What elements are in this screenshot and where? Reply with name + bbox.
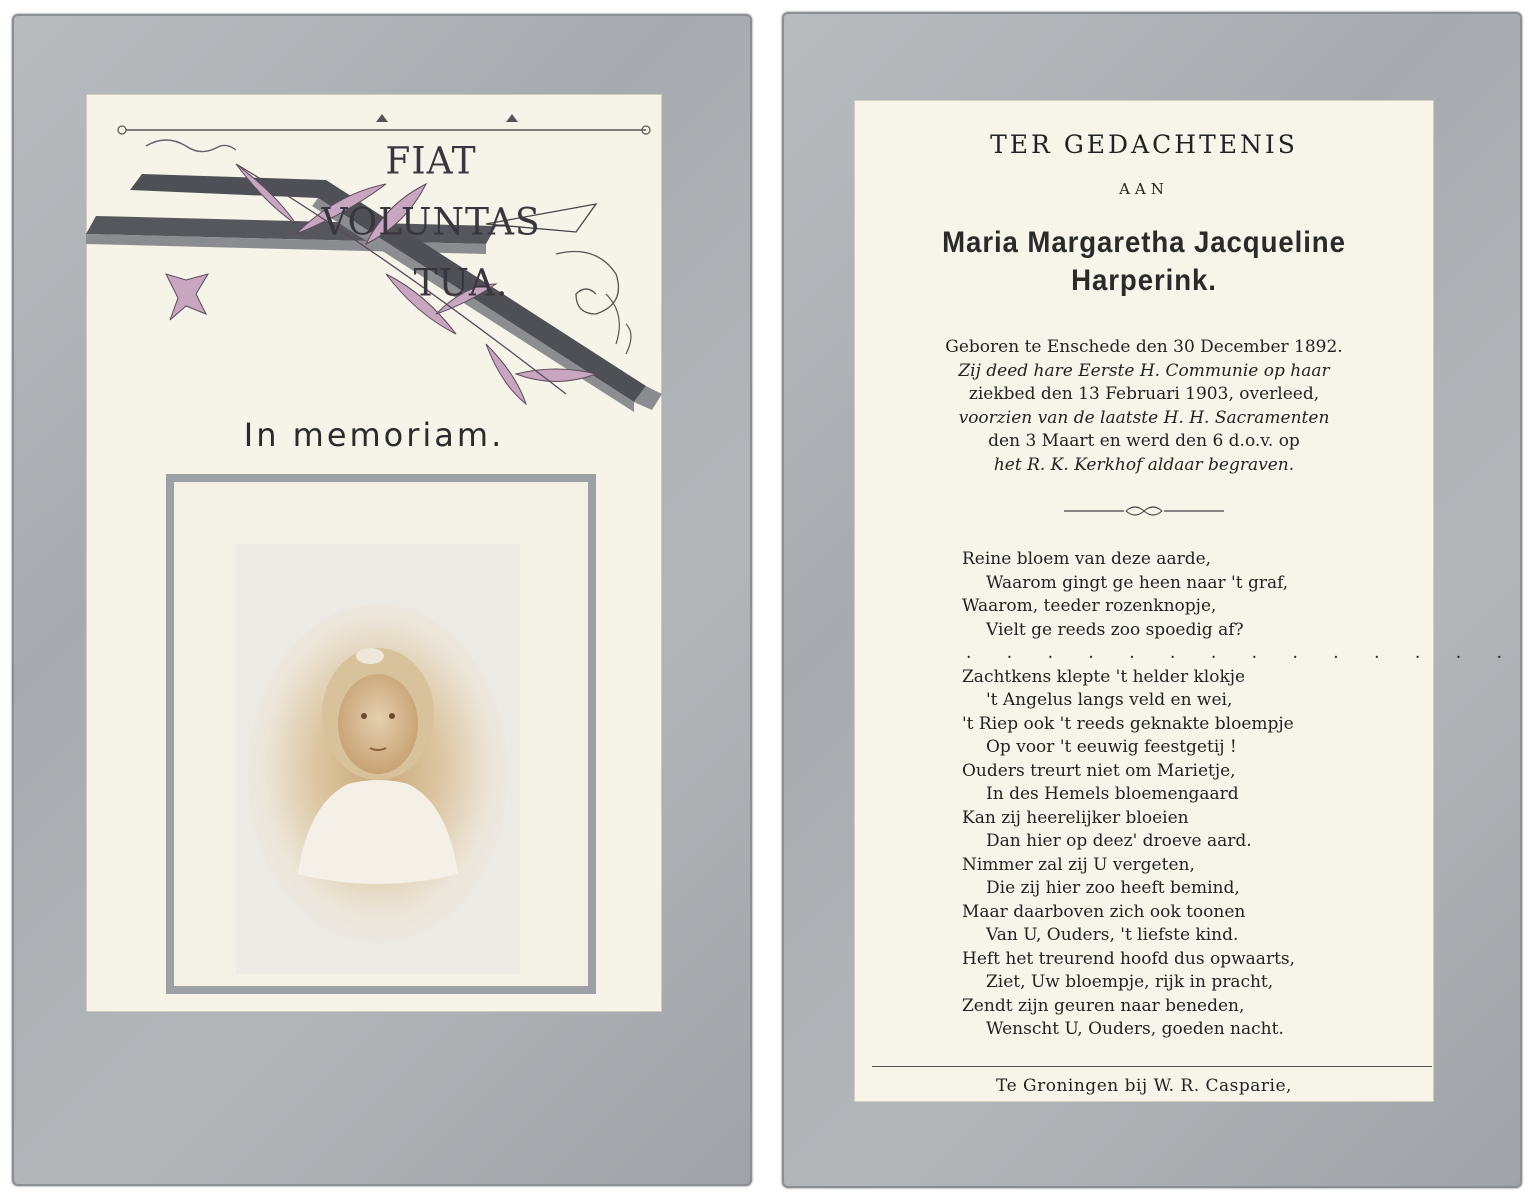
bio-line: ziekbed den 13 Februari 1903, overleed,: [968, 384, 1320, 404]
poem-line: Ouders treurt niet om Marietje,: [962, 760, 1236, 781]
poem-line: Waarom, teeder rozenknopje,: [962, 596, 1217, 616]
bio-line: Geboren te Enschede den 30 December 1892.: [945, 337, 1343, 357]
card-back-face: [854, 100, 1517, 1102]
name-line-2: Harperink.: [1071, 264, 1217, 297]
poem-line: Dan hier op deez' droeve aard.: [986, 831, 1252, 851]
poem-line: Van U, Ouders, 't liefste kind.: [986, 925, 1239, 945]
poem-line: Kan zij heerelijker bloeien: [962, 807, 1189, 828]
footer-rule: [872, 1066, 1432, 1067]
bio-line: voorzien van de laatste H. H. Sacramenten: [958, 407, 1330, 428]
memorial-subtitle: AAN: [1119, 180, 1169, 198]
motto-line-1: FIAT VOLUNTAS: [321, 140, 541, 244]
memorial-card-front: [12, 14, 752, 1186]
poem-line: Nimmer zal zij U vergeten,: [962, 854, 1195, 875]
motto: [281, 132, 581, 315]
printer-credit: Te Groningen bij W. R. Casparie,: [996, 1076, 1292, 1096]
poem-ellipsis: . . . . . . . . . . . . . .: [966, 643, 1517, 663]
poem-line: Die zij hier zoo heeft bemind,: [986, 878, 1240, 898]
motto-line-2: TUA.: [413, 261, 509, 305]
card-front-face: [86, 94, 662, 1012]
poem-line: Zendt zijn geuren naar beneden,: [962, 995, 1245, 1016]
portrait-girl-illustration: [236, 544, 520, 974]
portrait-photo: [236, 544, 520, 974]
poem-line: Vielt ge reeds zoo spoedig af?: [986, 619, 1244, 640]
poem-line: Reine bloem van deze aarde,: [962, 549, 1212, 569]
name-line-1: Maria Margaretha Jacqueline: [942, 226, 1346, 259]
bio-line: Zij deed hare Eerste H. Communie op haar: [958, 360, 1330, 381]
in-memoriam-heading: In memoriam.: [243, 416, 505, 454]
poem-line: Waarom gingt ge heen naar 't graf,: [986, 572, 1289, 593]
poem-line: 't Angelus langs veld en wei,: [986, 690, 1233, 710]
memorial-card-back: [782, 12, 1522, 1188]
poem-line: Wenscht U, Ouders, goeden nacht.: [986, 1019, 1284, 1039]
photo-mat: [166, 474, 596, 994]
bio-line: het R. K. Kerkhof aldaar begraven.: [993, 454, 1295, 475]
poem-line: Ziet, Uw bloempje, rijk in pracht,: [986, 972, 1274, 992]
bio-line: den 3 Maart en werd den 6 d.o.v. op: [988, 431, 1300, 451]
poem: [962, 548, 1517, 1042]
poem-line: 't Riep ook 't reeds geknakte bloempje: [962, 713, 1294, 734]
biography: [882, 336, 1406, 477]
deceased-name: [877, 224, 1411, 300]
divider-ornament: [1064, 504, 1224, 518]
photo-mat-inner: [174, 482, 588, 986]
poem-line: Zachtkens klepte 't helder klokje: [962, 666, 1246, 687]
poem-line: Maar daarboven zich ook toonen: [962, 901, 1246, 922]
poem-line: Heft het treurend hoofd dus opwaarts,: [962, 948, 1296, 969]
poem-line: In des Hemels bloemengaard: [986, 784, 1239, 804]
memorial-title: TER GEDACHTENIS: [990, 130, 1298, 159]
poem-line: Op voor 't eeuwig feestgetij !: [986, 737, 1237, 757]
